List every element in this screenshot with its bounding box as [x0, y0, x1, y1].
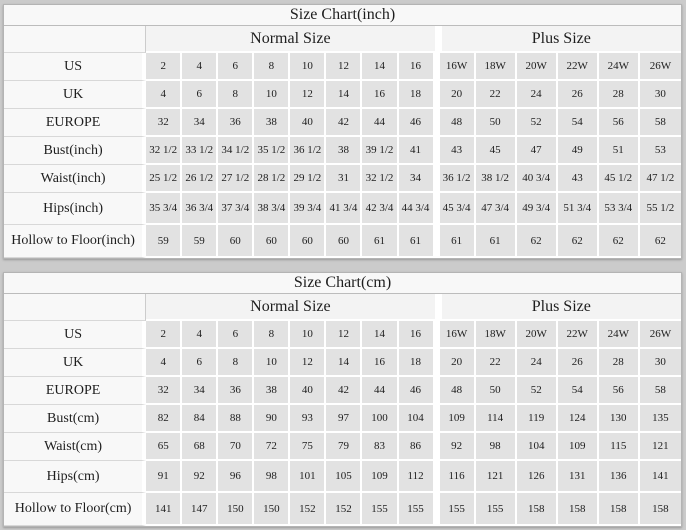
value-cell: 58 [640, 377, 681, 405]
value-cell: 61 [435, 225, 476, 258]
value-cell: 34 [399, 165, 435, 193]
value-cell: 68 [182, 433, 218, 461]
value-cell: 38 [326, 137, 362, 165]
table-row [4, 349, 681, 377]
corner-cell [4, 294, 146, 321]
value-cell: 91 [146, 461, 182, 493]
value-cell: 44 [362, 377, 398, 405]
value-cell: 4 [146, 81, 182, 109]
value-cell: 45 1/2 [599, 165, 640, 193]
value-cell: 4 [146, 349, 182, 377]
value-cell: 10 [254, 349, 290, 377]
value-cell: 8 [218, 81, 254, 109]
value-cell: 32 [146, 377, 182, 405]
value-cell: 48 [435, 377, 476, 405]
value-cell: 70 [218, 433, 254, 461]
value-cell: 158 [558, 493, 599, 526]
value-cell: 158 [640, 493, 681, 526]
table-title: Size Chart(inch) [4, 5, 681, 26]
value-cell: 6 [182, 81, 218, 109]
value-cell: 24W [599, 321, 640, 349]
value-cell: 22W [558, 53, 599, 81]
value-cell: 51 3/4 [558, 193, 599, 225]
value-cell: 130 [599, 405, 640, 433]
value-cell: 6 [182, 349, 218, 377]
value-cell: 126 [517, 461, 558, 493]
value-cell: 32 1/2 [146, 137, 182, 165]
value-cell: 12 [290, 81, 326, 109]
value-cell: 25 1/2 [146, 165, 182, 193]
group-header-normal-size: Normal Size [146, 294, 434, 321]
value-cell: 33 1/2 [182, 137, 218, 165]
value-cell: 32 [146, 109, 182, 137]
value-cell: 60 [290, 225, 326, 258]
value-cell: 116 [435, 461, 476, 493]
value-cell: 59 [182, 225, 218, 258]
value-cell: 52 [517, 109, 558, 137]
value-cell: 53 [640, 137, 681, 165]
table-title-row [4, 273, 681, 294]
value-cell: 26 [558, 349, 599, 377]
value-cell: 18 [399, 81, 435, 109]
value-cell: 18 [399, 349, 435, 377]
value-cell: 135 [640, 405, 681, 433]
value-cell: 121 [640, 433, 681, 461]
row-label: Hollow to Floor(cm) [4, 493, 146, 526]
value-cell: 40 [290, 109, 326, 137]
value-cell: 47 1/2 [640, 165, 681, 193]
value-cell: 43 [435, 137, 476, 165]
value-cell: 46 [399, 377, 435, 405]
value-cell: 20 [435, 81, 476, 109]
value-cell: 12 [290, 349, 326, 377]
value-cell: 61 [399, 225, 435, 258]
value-cell: 83 [362, 433, 398, 461]
value-cell: 141 [146, 493, 182, 526]
value-cell: 28 [599, 349, 640, 377]
value-cell: 152 [326, 493, 362, 526]
row-label: Hips(inch) [4, 193, 146, 225]
value-cell: 20W [517, 321, 558, 349]
value-cell: 35 1/2 [254, 137, 290, 165]
row-label: Waist(inch) [4, 165, 146, 193]
value-cell: 28 1/2 [254, 165, 290, 193]
value-cell: 16 [362, 81, 398, 109]
value-cell: 141 [640, 461, 681, 493]
group-header-normal-size: Normal Size [146, 26, 434, 53]
value-cell: 39 3/4 [290, 193, 326, 225]
size-chart-cm-table [3, 272, 682, 527]
table-row [4, 81, 681, 109]
value-cell: 36 [218, 109, 254, 137]
value-cell: 62 [599, 225, 640, 258]
value-cell: 20W [517, 53, 558, 81]
value-cell: 92 [435, 433, 476, 461]
value-cell: 37 3/4 [218, 193, 254, 225]
value-cell: 8 [218, 349, 254, 377]
value-cell: 31 [326, 165, 362, 193]
value-cell: 158 [517, 493, 558, 526]
value-cell: 4 [182, 321, 218, 349]
value-cell: 18W [476, 53, 517, 81]
value-cell: 112 [399, 461, 435, 493]
value-cell: 10 [290, 53, 326, 81]
value-cell: 6 [218, 53, 254, 81]
value-cell: 56 [599, 109, 640, 137]
value-cell: 12 [326, 321, 362, 349]
row-label: Waist(cm) [4, 433, 146, 461]
value-cell: 60 [218, 225, 254, 258]
value-cell: 24 [517, 349, 558, 377]
value-cell: 114 [476, 405, 517, 433]
row-label: Hollow to Floor(inch) [4, 225, 146, 258]
value-cell: 115 [599, 433, 640, 461]
value-cell: 20 [435, 349, 476, 377]
value-cell: 24 [517, 81, 558, 109]
value-cell: 47 3/4 [476, 193, 517, 225]
value-cell: 22W [558, 321, 599, 349]
value-cell: 42 [326, 377, 362, 405]
value-cell: 40 3/4 [517, 165, 558, 193]
value-cell: 46 [399, 109, 435, 137]
table-row [4, 377, 681, 405]
value-cell: 136 [599, 461, 640, 493]
table-row [4, 193, 681, 225]
value-cell: 34 [182, 377, 218, 405]
value-cell: 8 [254, 321, 290, 349]
value-cell: 36 1/2 [290, 137, 326, 165]
value-cell: 43 [558, 165, 599, 193]
value-cell: 50 [476, 109, 517, 137]
value-cell: 49 3/4 [517, 193, 558, 225]
value-cell: 109 [435, 405, 476, 433]
value-cell: 34 1/2 [218, 137, 254, 165]
value-cell: 105 [326, 461, 362, 493]
value-cell: 38 3/4 [254, 193, 290, 225]
value-cell: 41 [399, 137, 435, 165]
value-cell: 26 1/2 [182, 165, 218, 193]
value-cell: 18W [476, 321, 517, 349]
value-cell: 24W [599, 53, 640, 81]
value-cell: 97 [326, 405, 362, 433]
value-cell: 131 [558, 461, 599, 493]
value-cell: 10 [254, 81, 290, 109]
value-cell: 60 [326, 225, 362, 258]
value-cell: 98 [254, 461, 290, 493]
value-cell: 16W [435, 321, 476, 349]
value-cell: 124 [558, 405, 599, 433]
value-cell: 62 [517, 225, 558, 258]
value-cell: 155 [362, 493, 398, 526]
value-cell: 47 [517, 137, 558, 165]
value-cell: 101 [290, 461, 326, 493]
value-cell: 93 [290, 405, 326, 433]
table-row [4, 493, 681, 526]
value-cell: 28 [599, 81, 640, 109]
value-cell: 30 [640, 81, 681, 109]
value-cell: 75 [290, 433, 326, 461]
value-cell: 56 [599, 377, 640, 405]
value-cell: 84 [182, 405, 218, 433]
value-cell: 29 1/2 [290, 165, 326, 193]
value-cell: 2 [146, 321, 182, 349]
value-cell: 45 3/4 [435, 193, 476, 225]
value-cell: 155 [399, 493, 435, 526]
value-cell: 88 [218, 405, 254, 433]
value-cell: 36 3/4 [182, 193, 218, 225]
value-cell: 62 [640, 225, 681, 258]
value-cell: 155 [435, 493, 476, 526]
value-cell: 55 1/2 [640, 193, 681, 225]
value-cell: 4 [182, 53, 218, 81]
value-cell: 61 [476, 225, 517, 258]
value-cell: 109 [558, 433, 599, 461]
value-cell: 82 [146, 405, 182, 433]
table-row [4, 109, 681, 137]
table-title-row [4, 5, 681, 26]
row-label: Bust(cm) [4, 405, 146, 433]
value-cell: 26 [558, 81, 599, 109]
value-cell: 14 [362, 53, 398, 81]
value-cell: 158 [599, 493, 640, 526]
value-cell: 42 [326, 109, 362, 137]
value-cell: 22 [476, 349, 517, 377]
value-cell: 104 [517, 433, 558, 461]
group-header-row [4, 26, 681, 53]
value-cell: 30 [640, 349, 681, 377]
value-cell: 26W [640, 321, 681, 349]
group-header-plus-size: Plus Size [435, 294, 681, 321]
table-row [4, 433, 681, 461]
value-cell: 58 [640, 109, 681, 137]
table-row [4, 321, 681, 349]
value-cell: 150 [218, 493, 254, 526]
size-chart-inch-table [3, 4, 682, 259]
row-label: US [4, 321, 146, 349]
value-cell: 48 [435, 109, 476, 137]
value-cell: 152 [290, 493, 326, 526]
table-row [4, 137, 681, 165]
value-cell: 49 [558, 137, 599, 165]
value-cell: 14 [326, 349, 362, 377]
value-cell: 150 [254, 493, 290, 526]
row-label: Hips(cm) [4, 461, 146, 493]
value-cell: 59 [146, 225, 182, 258]
value-cell: 22 [476, 81, 517, 109]
value-cell: 54 [558, 377, 599, 405]
row-label: EUROPE [4, 377, 146, 405]
value-cell: 100 [362, 405, 398, 433]
value-cell: 60 [254, 225, 290, 258]
corner-cell [4, 26, 146, 53]
value-cell: 27 1/2 [218, 165, 254, 193]
value-cell: 61 [362, 225, 398, 258]
value-cell: 51 [599, 137, 640, 165]
value-cell: 16 [399, 321, 435, 349]
value-cell: 86 [399, 433, 435, 461]
value-cell: 53 3/4 [599, 193, 640, 225]
value-cell: 16 [362, 349, 398, 377]
value-cell: 147 [182, 493, 218, 526]
value-cell: 6 [218, 321, 254, 349]
value-cell: 98 [476, 433, 517, 461]
value-cell: 45 [476, 137, 517, 165]
value-cell: 79 [326, 433, 362, 461]
value-cell: 72 [254, 433, 290, 461]
value-cell: 54 [558, 109, 599, 137]
value-cell: 109 [362, 461, 398, 493]
value-cell: 44 [362, 109, 398, 137]
value-cell: 119 [517, 405, 558, 433]
value-cell: 104 [399, 405, 435, 433]
row-label: UK [4, 81, 146, 109]
value-cell: 38 1/2 [476, 165, 517, 193]
value-cell: 41 3/4 [326, 193, 362, 225]
table-row [4, 405, 681, 433]
value-cell: 36 1/2 [435, 165, 476, 193]
value-cell: 44 3/4 [399, 193, 435, 225]
value-cell: 65 [146, 433, 182, 461]
value-cell: 155 [476, 493, 517, 526]
value-cell: 39 1/2 [362, 137, 398, 165]
value-cell: 40 [290, 377, 326, 405]
value-cell: 16 [399, 53, 435, 81]
value-cell: 36 [218, 377, 254, 405]
value-cell: 34 [182, 109, 218, 137]
table-row [4, 225, 681, 258]
value-cell: 50 [476, 377, 517, 405]
row-label: UK [4, 349, 146, 377]
row-label: EUROPE [4, 109, 146, 137]
value-cell: 14 [326, 81, 362, 109]
table-row [4, 461, 681, 493]
value-cell: 35 3/4 [146, 193, 182, 225]
row-label: Bust(inch) [4, 137, 146, 165]
table-row [4, 165, 681, 193]
value-cell: 92 [182, 461, 218, 493]
table-row [4, 53, 681, 81]
value-cell: 10 [290, 321, 326, 349]
value-cell: 14 [362, 321, 398, 349]
table-title: Size Chart(cm) [4, 273, 681, 294]
value-cell: 12 [326, 53, 362, 81]
value-cell: 121 [476, 461, 517, 493]
value-cell: 96 [218, 461, 254, 493]
row-label: US [4, 53, 146, 81]
value-cell: 26W [640, 53, 681, 81]
value-cell: 38 [254, 109, 290, 137]
value-cell: 52 [517, 377, 558, 405]
value-cell: 38 [254, 377, 290, 405]
group-header-row [4, 294, 681, 321]
group-header-plus-size: Plus Size [435, 26, 681, 53]
value-cell: 32 1/2 [362, 165, 398, 193]
value-cell: 90 [254, 405, 290, 433]
value-cell: 42 3/4 [362, 193, 398, 225]
value-cell: 8 [254, 53, 290, 81]
value-cell: 62 [558, 225, 599, 258]
value-cell: 2 [146, 53, 182, 81]
value-cell: 16W [435, 53, 476, 81]
